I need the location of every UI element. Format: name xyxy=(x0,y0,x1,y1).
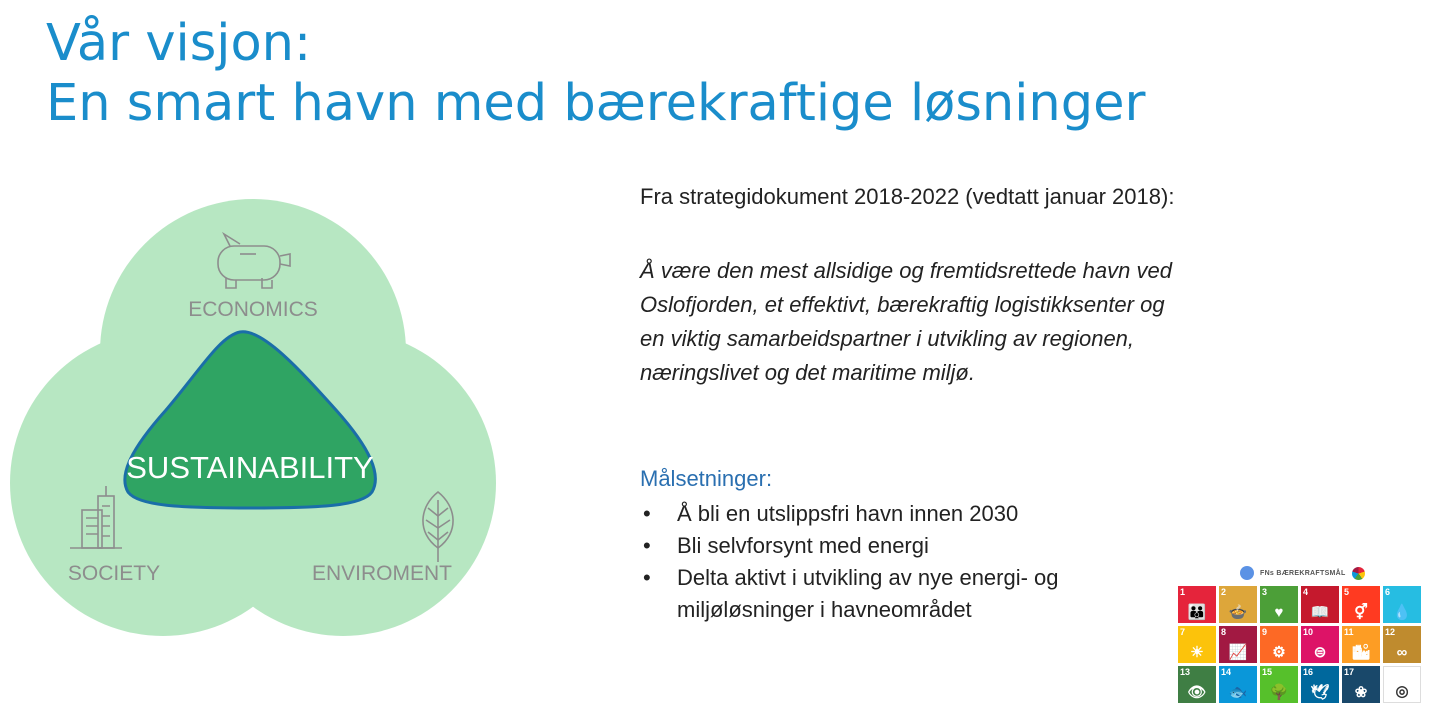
sdg-tile-icon: 👁 xyxy=(1187,684,1207,701)
sdg-tile xyxy=(1178,626,1216,663)
sdg-tile-icon: ⚙ xyxy=(1272,644,1286,661)
quote-intro: Fra strategidokument 2018-2022 (vedtatt januar 2018): xyxy=(640,184,1175,209)
sdg-tile-icon: 👪 xyxy=(1187,604,1207,621)
sdg-header xyxy=(1240,564,1365,582)
sdg-tile-number: 17 xyxy=(1344,667,1355,677)
sdg-tile xyxy=(1260,626,1298,663)
sdg-tile-icon: 📖 xyxy=(1310,604,1330,621)
sdg-tile-number: 12 xyxy=(1385,627,1396,637)
sdg-graphic xyxy=(1174,562,1424,714)
sdg-tile xyxy=(1219,666,1257,703)
sdg-tile xyxy=(1301,626,1339,663)
sdg-tile-number: 2 xyxy=(1221,587,1227,597)
sdg-tile-number: 11 xyxy=(1344,627,1354,637)
title-line-2: En smart havn med bærekraftige løsninger xyxy=(46,74,1146,133)
sustainability-label: SUSTAINABILITY xyxy=(126,450,374,485)
sdg-header-text: FNs BÆREKRAFTSMÅL xyxy=(1260,569,1346,577)
sdg-tile-icon: ❀ xyxy=(1354,684,1368,701)
sdg-tile xyxy=(1383,626,1421,663)
sdg-grid xyxy=(1178,586,1421,703)
sdg-tile xyxy=(1219,626,1257,663)
sdg-tile-icon: 🕊 xyxy=(1310,684,1330,701)
sdg-tile xyxy=(1342,666,1380,703)
goals-heading: Målsetninger: xyxy=(640,466,773,491)
sdg-tile xyxy=(1383,586,1421,623)
sdg-tile-number: 9 xyxy=(1262,627,1268,637)
sdg-tile-icon: ∞ xyxy=(1396,644,1408,661)
environment-label: ENVIROMENT xyxy=(311,562,453,585)
vision-quote xyxy=(640,254,1360,390)
sdg-tile xyxy=(1383,666,1421,703)
quote-line-3: en viktig samarbeidspartner i utvikling av regionen, xyxy=(640,326,1135,351)
quote-line-1: Å være den mest allsidige og fremtidsrettede havn ved xyxy=(640,258,1172,283)
sdg-tile xyxy=(1260,666,1298,703)
sdg-tile-icon: 💧 xyxy=(1392,604,1412,621)
sdg-tile-icon: 🌳 xyxy=(1269,684,1289,701)
list-item xyxy=(640,562,1059,626)
sdg-tile-number: 6 xyxy=(1385,587,1391,597)
un-logo-icon xyxy=(1240,566,1254,580)
goal-3-text-line-1: • Delta aktivt i utvikling av nye energi- og xyxy=(677,565,1059,590)
sdg-tile-number: 3 xyxy=(1262,587,1268,597)
goal-2-text: • Bli selvforsynt med energi xyxy=(677,533,929,558)
sdg-tile-number: 4 xyxy=(1303,587,1309,597)
sdg-tile xyxy=(1178,666,1216,703)
sdg-tile xyxy=(1342,586,1380,623)
sdg-tile-number: 7 xyxy=(1180,627,1186,637)
sdg-tile-number: 10 xyxy=(1303,627,1314,637)
sdg-tile xyxy=(1301,666,1339,703)
sdg-tile-number: 15 xyxy=(1262,667,1273,677)
sdg-tile-number: 13 xyxy=(1180,667,1191,677)
venn-diagram xyxy=(0,170,520,650)
sdg-tile-icon: 🍲 xyxy=(1228,604,1248,621)
sdg-tile-icon: ☀ xyxy=(1190,644,1204,661)
page-title xyxy=(46,14,1145,134)
sdg-tile xyxy=(1260,586,1298,623)
title-line-1: Vår visjon: xyxy=(46,14,312,73)
sdg-tile-icon: ⚥ xyxy=(1354,604,1368,621)
sdg-tile-icon: ◎ xyxy=(1395,683,1409,700)
sdg-tile xyxy=(1219,586,1257,623)
sdg-tile-number: 14 xyxy=(1221,667,1232,677)
sdg-tile-icon: ♥ xyxy=(1274,604,1284,621)
society-label: SOCIETY xyxy=(67,562,161,585)
sdg-wheel-icon xyxy=(1352,567,1365,580)
sdg-tile-icon: 🏙 xyxy=(1351,644,1371,661)
sdg-tile xyxy=(1301,586,1339,623)
sdg-tile-icon: ⊜ xyxy=(1313,644,1327,661)
quote-line-2: Oslofjorden, et effektivt, bærekraftig logistikksenter og xyxy=(640,292,1165,317)
goal-1-text: • Å bli en utslippsfri havn innen 2030 xyxy=(677,501,1019,526)
sdg-tile-number: 5 xyxy=(1344,587,1350,597)
list-item xyxy=(640,530,1059,562)
sdg-tile-number: 16 xyxy=(1303,667,1314,677)
sdg-tile xyxy=(1178,586,1216,623)
economics-label: ECONOMICS xyxy=(188,298,318,321)
sdg-tile-number: 8 xyxy=(1221,627,1227,637)
list-item xyxy=(640,498,1059,530)
sdg-tile-number: 1 xyxy=(1180,587,1186,597)
goal-3-text-line-2: miljøløsninger i havneområdet xyxy=(677,597,972,622)
sdg-tile xyxy=(1342,626,1380,663)
sdg-tile-icon: 📈 xyxy=(1228,644,1248,661)
quote-line-4: næringslivet og det maritime miljø. xyxy=(640,360,975,385)
goals-list xyxy=(640,498,1059,626)
sdg-tile-icon: 🐟 xyxy=(1228,684,1248,701)
